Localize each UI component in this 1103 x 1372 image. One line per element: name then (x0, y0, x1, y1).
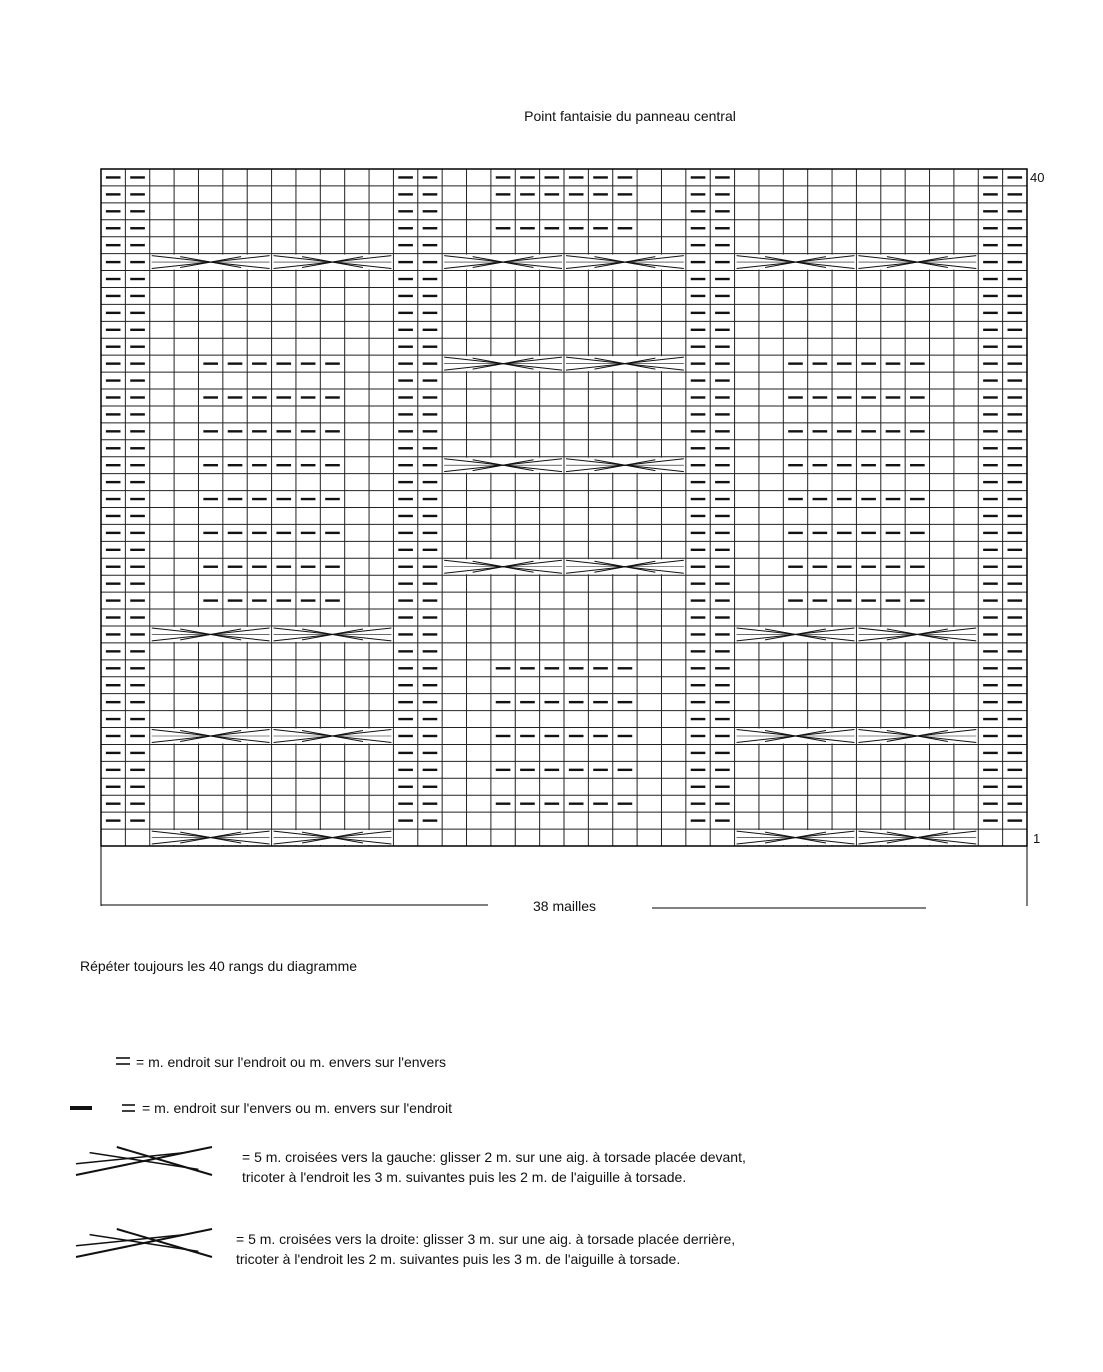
legend-plain-text: = m. endroit sur l'endroit ou m. envers sur l'envers (136, 1054, 446, 1070)
legend-stroke (117, 1147, 212, 1175)
legend-cross-left-line1: = 5 m. croisées vers la gauche: glisser 2 m. sur une aig. à torsade placée devant, (242, 1149, 746, 1165)
stitch-count-label: 38 mailles (533, 898, 597, 914)
legend-cross-right-line2: tricoter à l'endroit les 2 m. suivantes puis les 3 m. de l'aiguille à torsade. (236, 1251, 681, 1267)
row-label-top: 40 (1030, 170, 1045, 185)
legend-bar-equals (122, 1105, 135, 1111)
legend-cross-left-line2: tricoter à l'endroit les 3 m. suivantes puis les 2 m. de l'aiguille à torsade. (242, 1169, 687, 1185)
legend-bar-text: = m. endroit sur l'envers ou m. envers sur l'endroit (142, 1100, 452, 1116)
legend-cross-left-text (242, 1147, 746, 1187)
legend-cross-right-line1: = 5 m. croisées vers la droite: glisser 3 m. sur une aig. à torsade placée derrière, (236, 1231, 736, 1247)
legend-cross-left-symbol (76, 1147, 212, 1175)
legend-cross-right-symbol (76, 1229, 212, 1257)
row-label-bottom: 1 (1033, 831, 1041, 846)
chart-grid (101, 169, 1027, 846)
legend-stroke (117, 1229, 212, 1257)
legend-symbols (70, 1058, 212, 1257)
legend-plain-symbol (116, 1058, 130, 1064)
chart-title: Point fantaisie du panneau central (524, 108, 736, 124)
repeat-note: Répéter toujours les 40 rangs du diagramme (80, 958, 358, 974)
legend-cross-right-text (236, 1229, 735, 1269)
